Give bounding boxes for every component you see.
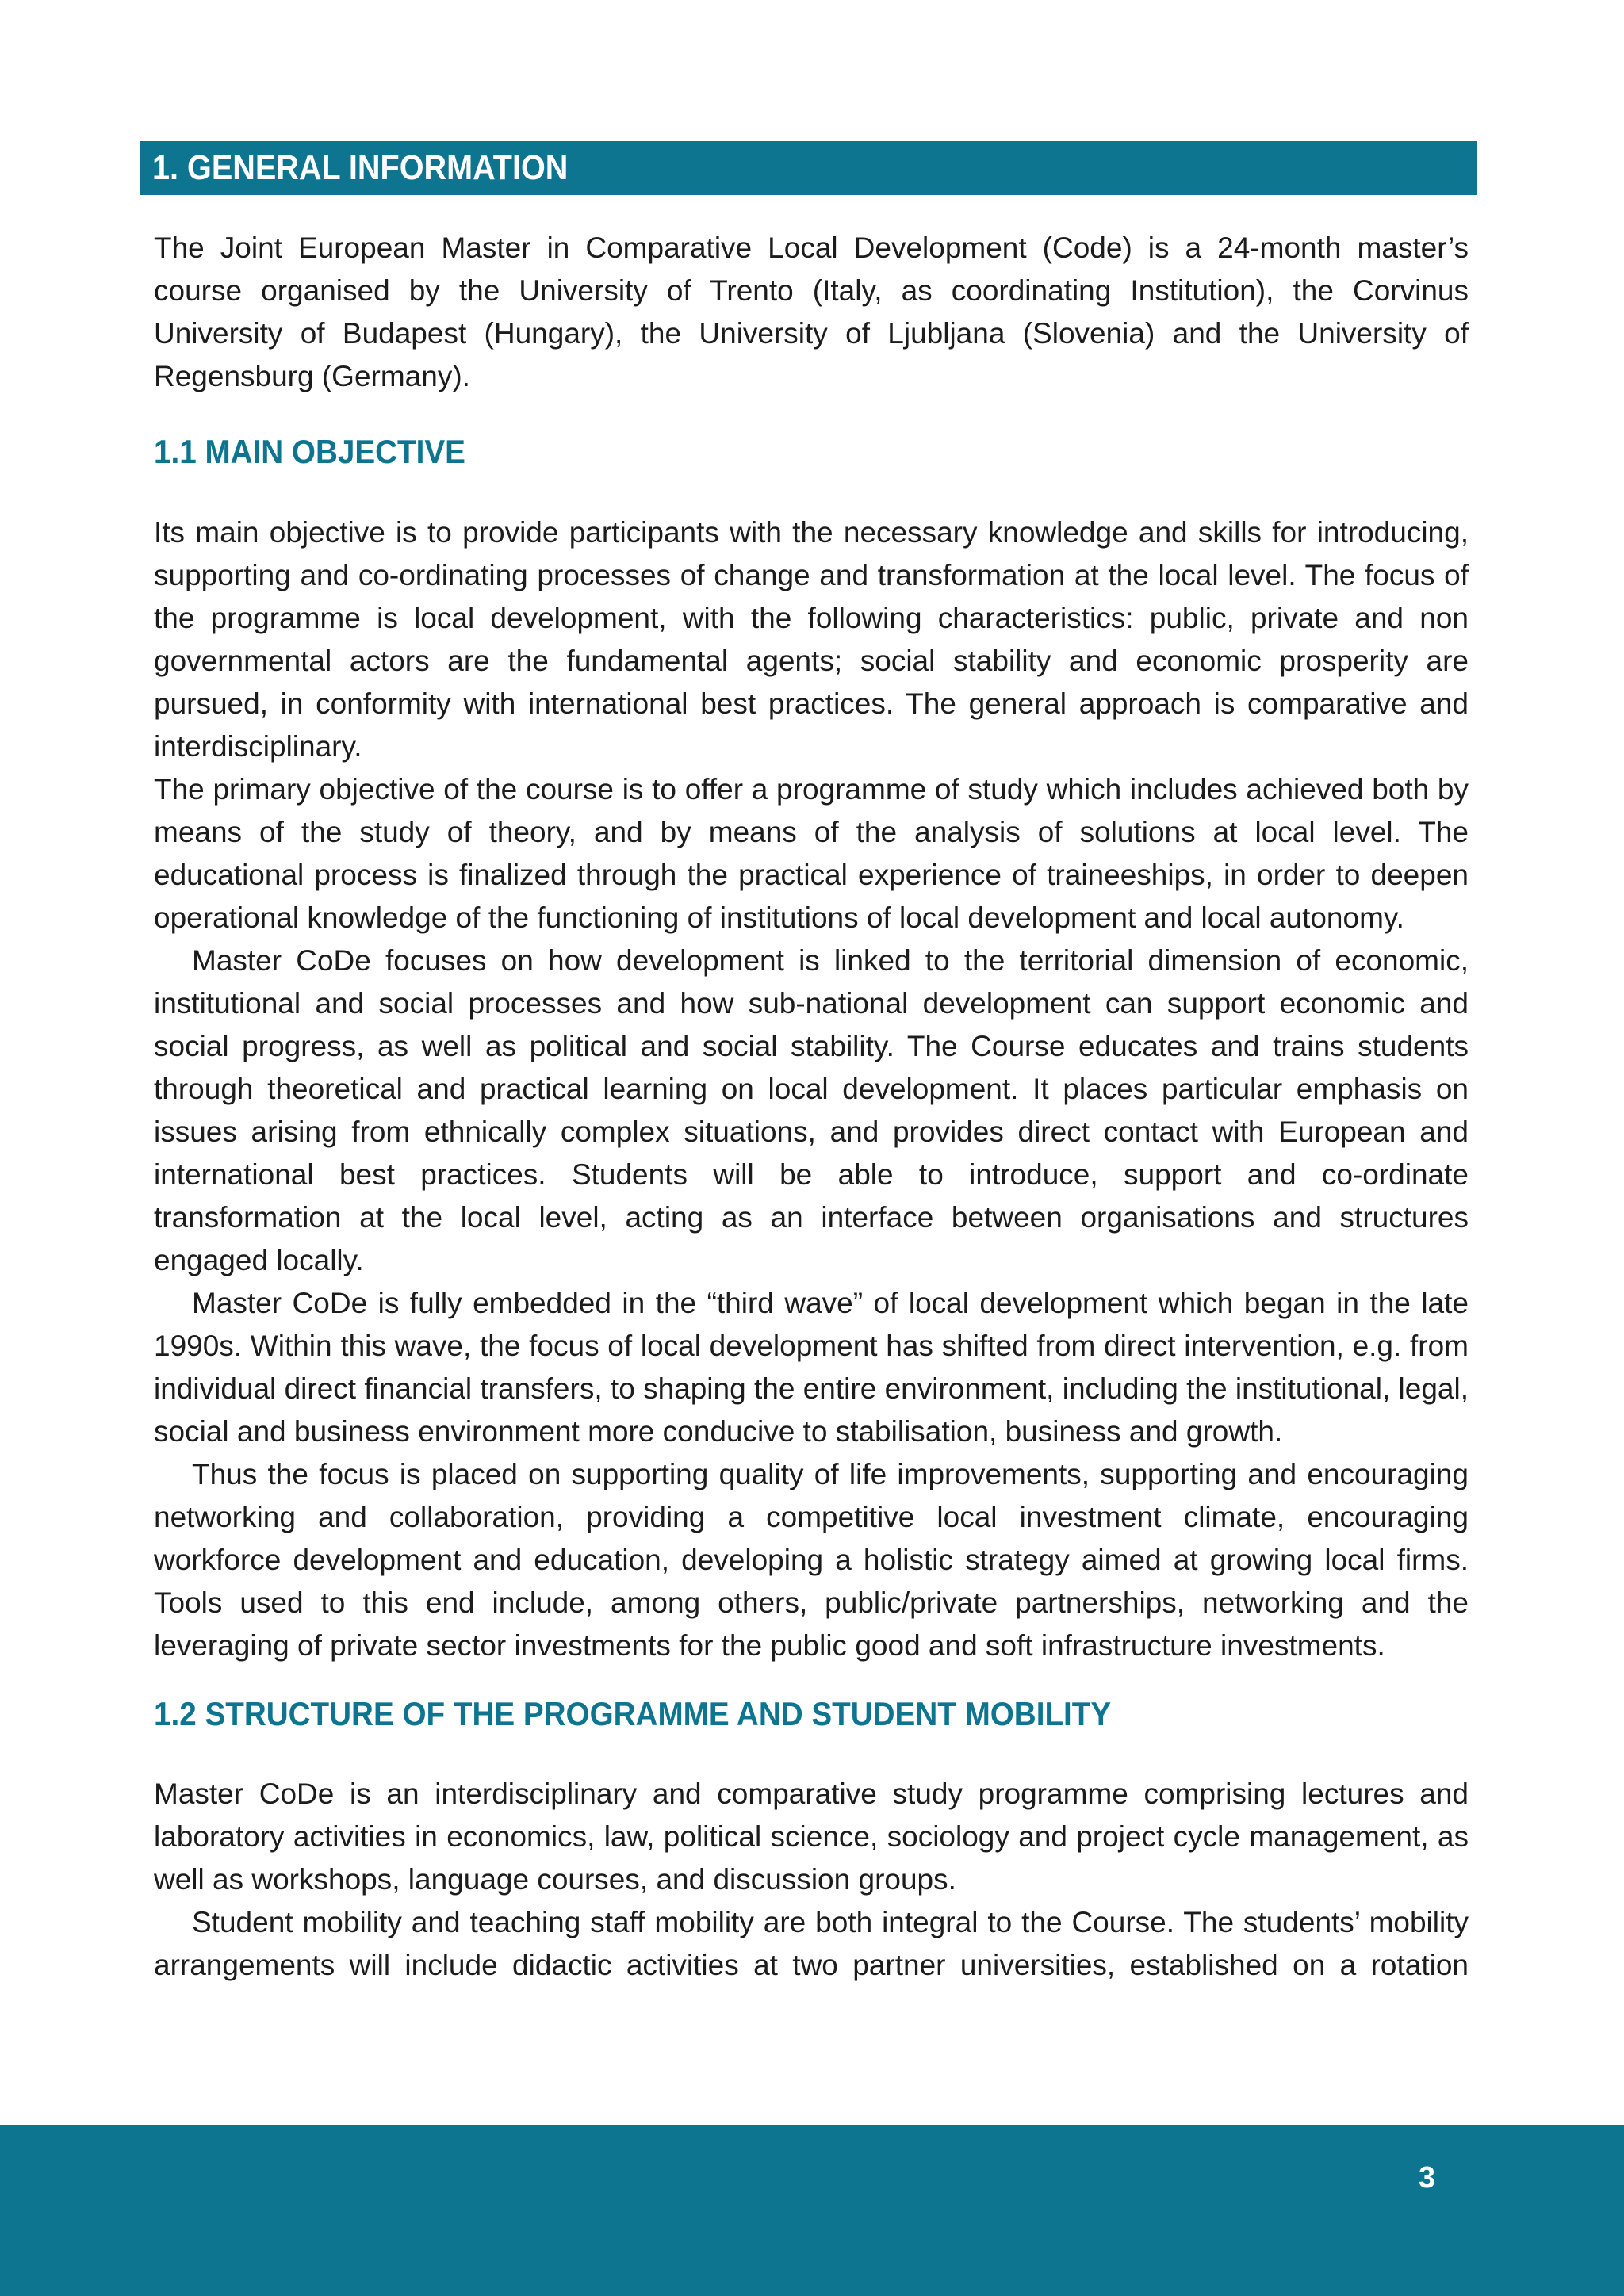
main-objective-paragraph-2: The primary objective of the course is to offer a programme of study which includes achieved both by means of the study of theory, and by means of the analysis of solutions at local level. The educational process is finalized through the practical experience of traineeships, in order to deepen operational knowledge of the functioning of institutions of local development and local autonomy. [154,773,1469,934]
structure-heading: 1.2 STRUCTURE OF THE PROGRAMME AND STUDENT MOBILITY [154,1695,1112,1732]
main-objective-paragraph-5: Thus the focus is placed on supporting quality of life improvements, supporting and encouraging networking and collaboration, providing a competitive local investment climate, encouraging workforce development and education, developing a holistic strategy aimed at growing local firms. Tools used to this end include, among others, public/private partnerships, networking and the leveraging of private sector investments for the public good and soft infrastructure investments. [154,1458,1469,1662]
main-objective-heading: 1.1 MAIN OBJECTIVE [154,433,465,470]
main-objective-body [154,511,1469,1667]
section-banner [140,141,1477,195]
intro-block [154,227,1469,398]
main-objective-paragraph-3: Master CoDe focuses on how development is linked to the territorial dimension of economic, institutional and social processes and how sub-national development can support economic and social progress, as well as political and social stability. The Course educates and trains students through theoretical and practical learning on local development. It places particular emphasis on issues arising from ethnically complex situations, and provides direct contact with European and international best practices. Students will be able to introduce, support and co-ordinate transformation at the local level, acting as an interface between organisations and structures engaged locally. [154,944,1469,1276]
structure-paragraph-2: Student mobility and teaching staff mobility are both integral to the Course. The students’ mobility arrangements will include didactic activities at two partner universities, established on a rotation [154,1906,1469,1981]
main-objective-heading-block [154,430,1469,473]
structure-paragraph-1: Master CoDe is an interdisciplinary and comparative study programme comprising lectures and laboratory activities in economics, law, political science, sociology and project cycle management, as well as workshops, language courses, and discussion groups. [154,1777,1469,1896]
page-number: 3 [1418,2161,1435,2195]
structure-heading-block [154,1693,1469,1735]
structure-body [154,1773,1469,1987]
section-title: 1. GENERAL INFORMATION [152,148,569,187]
intro-paragraph: The Joint European Master in Comparative Local Development (Code) is a 24-month master’s course organised by the University of Trento (Italy, as coordinating Institution), the Corvinus University of Budapest (Hungary), the University of Ljubljana (Slovenia) and the University of Regensburg (Germany). [154,232,1469,392]
footer-bar [0,2125,1624,2296]
main-objective-paragraph-1: Its main objective is to provide participants with the necessary knowledge and skills for introducing, supporting and co-ordinating processes of change and transformation at the local level. The focus of the programme is local development, with the following characteristics: public, private and non governmental actors are the fundamental agents; social stability and economic prosperity are pursued, in conformity with international best practices. The general approach is comparative and interdisciplinary. [154,516,1469,763]
main-objective-paragraph-4: Master CoDe is fully embedded in the “third wave” of local development which began in the late 1990s. Within this wave, the focus of local development has shifted from direct intervention, e.g. from individual direct financial transfers, to shaping the entire environment, including the institutional, legal, social and business environment more conducive to stabilisation, business and growth. [154,1287,1469,1448]
